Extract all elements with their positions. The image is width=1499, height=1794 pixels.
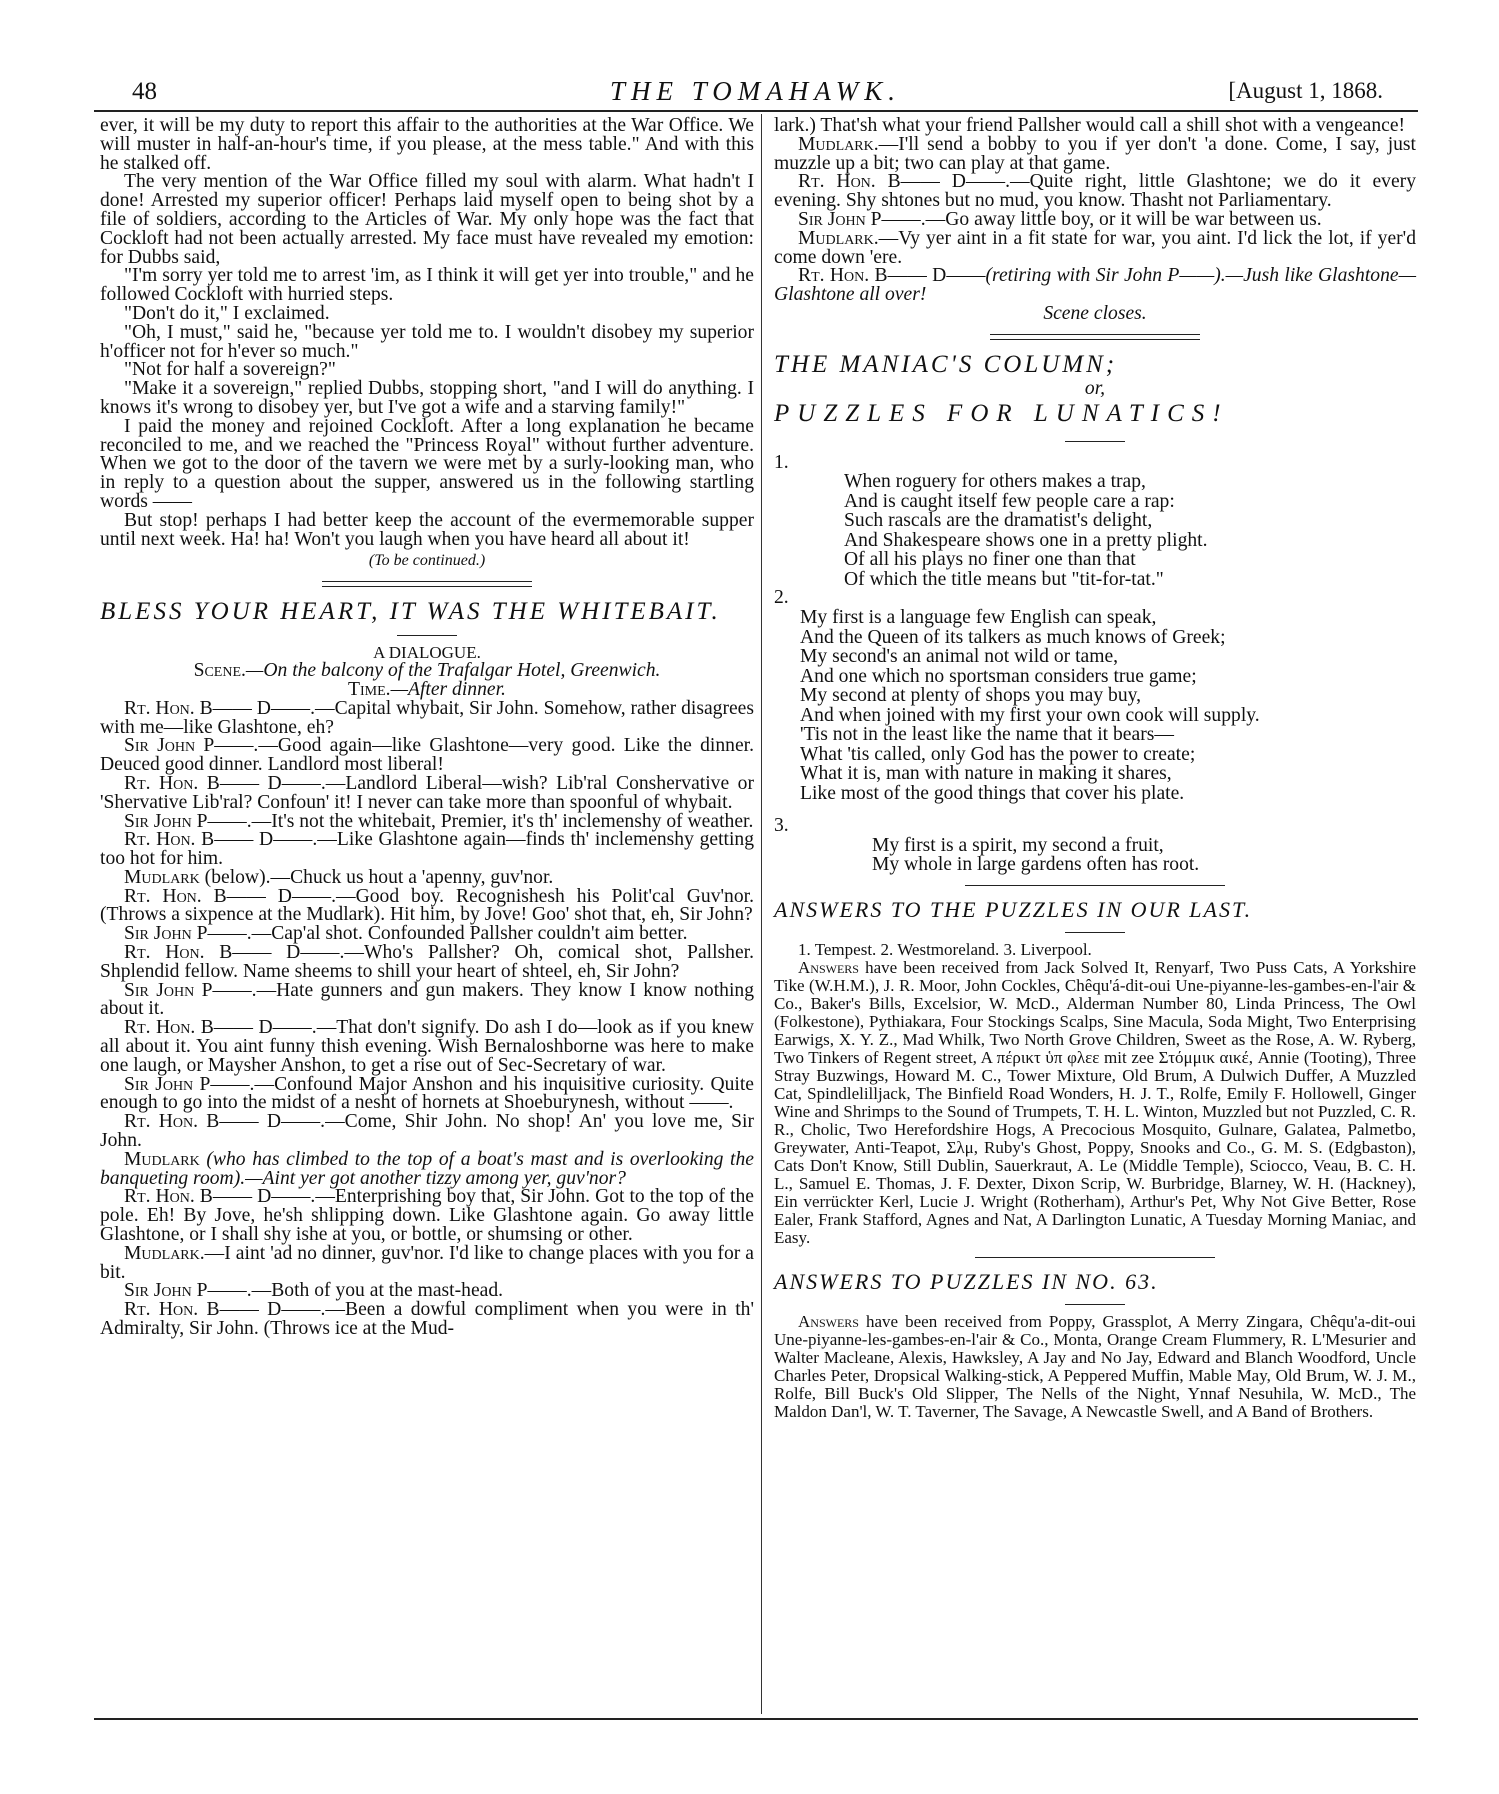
verse-line: My whole in large gardens often has root. xyxy=(872,854,1200,876)
verse-line: And is caught itself few people care a rap: xyxy=(844,490,1175,512)
masthead-title: THE TOMAHAWK. xyxy=(609,76,901,106)
verse-line: And Shakespeare shows one in a pretty plight. xyxy=(844,529,1208,551)
verse-line: 'Tis not in the least like the name that it bears— xyxy=(800,724,1174,746)
puzzle-number: 3. xyxy=(774,815,789,837)
puzzle-verse xyxy=(844,472,1416,589)
story-paragraph: But stop! perhaps I had better keep the account of the evermemorable supper until next week. Ha! ha! Won't you laugh when you have heard all about it! xyxy=(100,509,754,550)
answers-solutions: 1. Tempest. 2. Westmoreland. 3. Liverpool. xyxy=(798,939,1092,959)
verse-line: When roguery for others makes a trap, xyxy=(844,471,1146,493)
to-be-continued: (To be continued.) xyxy=(368,552,486,570)
dialogue-line: Mudlark.—I aint 'ad no dinner, guv'nor. I'd like to change places with you for a bit. xyxy=(100,1242,754,1283)
verse-line: What it is, man with nature in making it shares, xyxy=(800,763,1172,785)
story-paragraph: ever, it will be my duty to report this affair to the authorities at the War Office. We will muster in half-an-hour's time, if you please, at the mess table." And with this he stalked off. xyxy=(100,115,754,174)
maniac-or: or, xyxy=(1084,377,1106,399)
story-paragraph: "Oh, I must," said he, "because yer told me to. I wouldn't disobey my superior h'officer not for h'ever so much." xyxy=(100,321,754,362)
section-double-rule xyxy=(990,334,1200,340)
puzzle-verse xyxy=(800,608,1416,803)
dialogue-line: Rt. Hon. B—— D——.—Good boy. Recognishesh his Polit'cal Guv'nor. (Throws a sixpence at the Mudlark). Hit him, by Jove! Goo' shot that, eh, Sir John? xyxy=(100,885,754,926)
newspaper-page xyxy=(88,70,1423,1720)
verse-line: My second at plenty of shops you may buy, xyxy=(800,685,1142,707)
dialogue-line: Sir John P——.—It's not the whitebait, Premier, it's th' inclemenshy of weather. xyxy=(124,810,754,832)
maniac-column-title: THE MANIAC'S COLUMN; xyxy=(774,350,1118,378)
story-paragraph: "Not for half a sovereign?" xyxy=(124,359,336,381)
dialogue-line: Mudlark (who has climbed to the top of a boat's mast and is overlooking the banqueting room).—Aint yer got another tizzy among yer, guv'nor? xyxy=(100,1148,754,1189)
page-header xyxy=(88,70,1423,110)
dialogue-line: Sir John P——.—Confound Major Anshon and his inquisitive curiosity. Quite enough to go into the midst of a nesht of hornets at Shoeburynesh, without ——. xyxy=(100,1073,754,1114)
right-column xyxy=(774,117,1416,1421)
answers-63-heading: ANSWERS TO PUZZLES IN NO. 63. xyxy=(774,1268,1159,1294)
short-rule xyxy=(1065,441,1125,442)
dialogue-line: Sir John P——.—Good again—like Glashtone—very good. Like the dinner. Deuced good dinner. Landlord most liberal! xyxy=(100,735,754,776)
dialogue-line: Rt. Hon. B—— D——.—Capital whybait, Sir John. Somehow, rather disagrees with me—like Glashtone, eh? xyxy=(100,697,754,738)
dialogue-line: Rt. Hon. B—— D——.—That don't signify. Do ash I do—look as if you knew all about it. You aint funny thish evening. Wish Bernaloshborne was here to make one laugh, or Maysher Anshon, to get a rise out of Sec-Secretary of war. xyxy=(100,1017,754,1076)
dialogue-line: lark.) That'sh what your friend Pallsher would call a shill shot with a vengeance! xyxy=(774,115,1406,136)
dialogue-line: Rt. Hon. B—— D——.—Enterprishing boy that, Sir John. Got to the top of the pole. Eh! By Jove, he'sh shlipping down. Like Glashtone again. Go away little Glashtone, or I shall shy ishe at you, or bottle, or shumsing or other. xyxy=(100,1186,754,1246)
verse-line: Like most of the good things that cover his plate. xyxy=(800,782,1185,804)
dialogue-line: Rt. Hon. B—— D——.—Like Glashtone again—finds th' inclemenshy getting too hot for him. xyxy=(100,829,754,870)
story-paragraph: "Don't do it," I exclaimed. xyxy=(124,302,330,324)
dialogue-line: Rt. Hon. B—— D——.—Been a dowful compliment when you were in th' Admiralty, Sir John. (Throws ice at the Mud- xyxy=(100,1299,754,1340)
dialogue-line: Rt. Hon. B—— D——(retiring with Sir John P——).—Jush like Glashtone—Glashtone all over! xyxy=(774,265,1417,306)
page-number: 48 xyxy=(132,78,157,105)
dialogue-line: Mudlark.—Vy yer aint in a fit state for war, you aint. I'd lick the lot, if yer'd come down 'ere. xyxy=(774,227,1416,268)
dialogue-line: Sir John P——.—Both of you at the mast-head. xyxy=(124,1280,504,1302)
verse-line: Of which the title means but "tit-for-tat." xyxy=(844,568,1164,590)
dialogue-line: Sir John P——.—Go away little boy, or it will be war between us. xyxy=(798,208,1322,230)
dialogue-label: A DIALOGUE. xyxy=(373,643,481,663)
maniac-column-subtitle: PUZZLES FOR LUNATICS! xyxy=(774,399,1229,427)
dialogue-line: Rt. Hon. B—— D——.—Come, Shir John. No shop! An' you love me, Sir John. xyxy=(100,1111,754,1152)
puzzle-number: 2. xyxy=(774,587,789,609)
issue-date: [August 1, 1868. xyxy=(1228,78,1383,103)
answers-63-list: Answers have been received from Poppy, Grassplot, A Merry Zingara, Chêqu'a-dit-oui Une-piyanne-les-gambes-en-l'air & Co., Monta, Orange Cream Flummery, R. L'Mesurier and Walter Macleane, Alexis, Hawksley, A Jay and No Jay, Edward and Blanch Woodford, Uncle Charles Peter, Dropsical Walking-stick, A Peppered Muffin, Mable May, Old Brum, W. J. M., Rolfe, Bill Buck's Old Slipper, The Nells of the Night, Ynnaf Nesuhila, W. McD., The Maldon Dan'l, W. T. Taverner, The Savage, A Newcastle Swell, and A Band of Brothers. xyxy=(774,1311,1416,1421)
section-double-rule xyxy=(322,581,532,587)
story-paragraph: "Make it a sovereign," replied Dubbs, stopping short, "and I will do anything. I knows it's wrong to disobey yer, but I've got a wife and a starving family!" xyxy=(100,378,754,418)
verse-line: My second's an animal not wild or tame, xyxy=(800,646,1119,668)
scene-direction: Scene.—On the balcony of the Trafalgar Hotel, Greenwich. xyxy=(193,660,661,682)
time-direction: Time.—After dinner. xyxy=(348,678,506,700)
short-rule xyxy=(1065,1304,1125,1305)
verse-line: Of all his plays no finer one than that xyxy=(844,549,1136,571)
verse-line: My first is a spirit, my second a fruit, xyxy=(872,834,1164,856)
verse-line: And the Queen of its talkers as much knows of Greek; xyxy=(800,626,1226,648)
story-paragraph: I paid the money and rejoined Cockloft. After a long explanation he became reconciled to me, and we reached the "Princess Royal" without further adventure. When we got to the door of the tavern we were met by a surly-looking man, who in reply to a question about the supper, answered us in the following startling words —— xyxy=(100,415,754,512)
header-rule xyxy=(94,110,1418,112)
dialogue-line: Sir John P——.—Cap'al shot. Confounded Pallsher couldn't aim better. xyxy=(124,923,688,945)
dialogue-line: Sir John P——.—Hate gunners and gun makers. They know I know nothing about it. xyxy=(100,979,754,1020)
answers-list: Answers have been received from Jack Solved It, Renyarf, Two Puss Cats, A Yorkshire Tike (W.H.M.), J. R. Moor, John Cockles, Chêqu'á-dit-oui Une-piyanne-les-gambes-en-l'air & Co., Baker's Bills, Excelsior, W. McD., Alderman Number 80, Linda Princess, The Owl (Folkestone), Pythiakara, Four Stockings Scalps, Sine Macula, Soda Might, Two Enterprising Earwigs, X. Y. Z., Mad Whilk, Two North Grove Children, Sweet as the Rose, A. W. Ryberg, Two Tinkers of Regent street, A πέρικτ ὑπ φλεε mit zee Στόμμικ αικέ, Annie (Tooting), Three Stray Buzwings, Howard M. C., Tower Mixture, Old Brum, A Dulwich Duffer, A Muzzled Cat, Spindlelilljack, The Binfield Road Wonders, H. J. T., Rolfe, Emily F. Hollowell, Ginger Wine and Shrimps to the Sound of Trumpets, T. H. L. Winton, Muzzled but not Puzzled, C. R. R., Cholic, Two Herefordshire Hogs, A Precocious Mosquito, Gulnare, Galatea, Palmetbo, Greywater, Anti-Teapot, Σλμ, Ruby's Ghost, Poppy, Snooks and Co., G. M. S. (Edgbaston), Cats Don't Know, Still Dublin, Sauerkraut, A. Le (Middle Temple), Sciocco, Veau, B. C. H. L., Samuel E. Thomas, J. F. Dexter, Dixon Scrip, W. Burbridge, Blarney, W. H. (Hackney), Ein verrückter Kerl, Lucie J. Wright (Rotherham), Arthur's Pet, Why Not Give Better, Rose Ealer, Frank Stafford, Agnes and Nat, A Darlington Lunatic, A Tuesday Morning Maniac, and Easy. xyxy=(774,957,1416,1247)
story-paragraph: The very mention of the War Office filled my soul with alarm. What hadn't I done! Arrested my superior officer! Perhaps laid myself open to being shot by a file of soldiers, according to the Articles of War. My only hope was the fact that Cockloft had not been actually arrested. My face must have revealed my emotion: for Dubbs said, xyxy=(100,171,754,268)
short-rule xyxy=(397,635,457,636)
verse-line: And when joined with my first your own cook will supply. xyxy=(800,704,1260,726)
scene-closes: Scene closes. xyxy=(1043,302,1147,324)
section-rule xyxy=(965,885,1225,886)
short-rule xyxy=(1065,932,1125,933)
puzzle-number: 1. xyxy=(774,451,789,473)
verse-line: What 'tis called, only God has the power to create; xyxy=(800,743,1196,765)
left-column xyxy=(100,117,754,1339)
verse-line: Such rascals are the dramatist's delight, xyxy=(844,510,1153,532)
dialogue-line: Rt. Hon. B—— D——.—Quite right, little Glashtone; we do it every evening. Shy shtones but no mud, you know. Thasht not Parliamentary. xyxy=(774,171,1416,212)
column-divider xyxy=(761,114,762,1714)
dialogue-line: Mudlark (below).—Chuck us hout a 'apenny, guv'nor. xyxy=(124,866,554,888)
puzzle-verse xyxy=(872,836,1416,875)
section-rule xyxy=(975,1257,1215,1258)
verse-line: My first is a language few English can speak, xyxy=(800,607,1157,629)
dialogue-line: Mudlark.—I'll send a bobby to you if yer don't 'a done. Come, I say, just muzzle up a bit; two can play at that game. xyxy=(774,133,1416,174)
article-heading: BLESS YOUR HEART, IT WAS THE WHITEBAIT. xyxy=(100,598,721,626)
verse-line: And one which no sportsman considers true game; xyxy=(800,665,1197,687)
footer-rule xyxy=(94,1718,1418,1720)
dialogue-line: Rt. Hon. B—— D——.—Who's Pallsher? Oh, comical shot, Pallsher. Shplendid fellow. Name sheems to shill your heart of shteel, eh, Sir John? xyxy=(100,942,754,982)
dialogue-line: Rt. Hon. B—— D——.—Landlord Liberal—wish? Lib'ral Conshervative or 'Shervative Lib'ral? Confoun' it! I never can take more than spoonful of whybait. xyxy=(100,772,755,813)
story-paragraph: "I'm sorry yer told me to arrest 'im, as I think it will get yer into trouble," and he followed Cockloft with hurried steps. xyxy=(100,265,754,306)
answers-heading: ANSWERS TO THE PUZZLES IN OUR LAST. xyxy=(774,896,1253,922)
